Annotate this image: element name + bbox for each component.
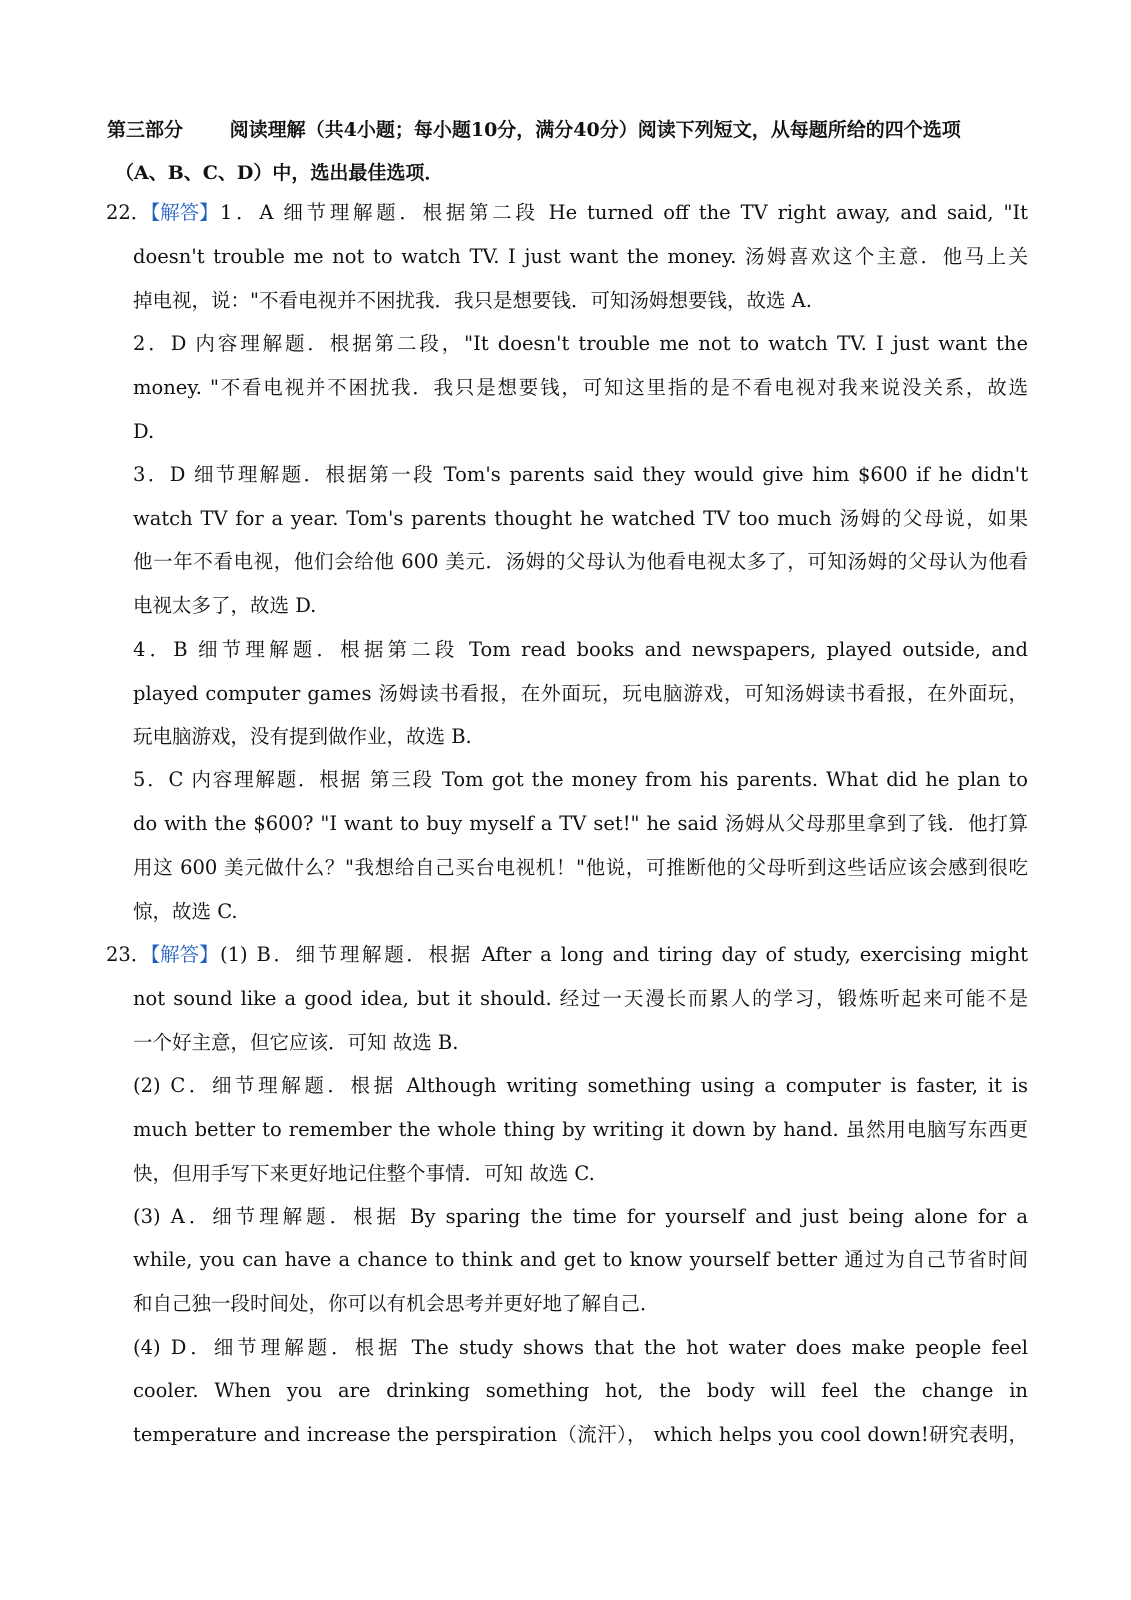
- answer-line: 3．D 细节理解题．根据第一段 Tom's parents said they would give him $600 if he didn't: [133, 463, 1028, 486]
- answer-line: 快，但用手写下来更好地记住整个事情．可知 故选 C.: [133, 1162, 595, 1185]
- section-title: 第三部分: [107, 119, 184, 141]
- answer-line: 用这 600 美元做什么？"我想给自己买台电视机！"他说，可推断他的父母听到这些话应该会感到很吃: [133, 856, 1028, 879]
- answer-line: 玩电脑游戏，没有提到做作业，故选 B.: [133, 725, 472, 748]
- answer-line: (4) D．细节理解题．根据 The study shows that the hot water does make people feel: [133, 1336, 1028, 1359]
- answer-line: doesn't trouble me not to watch TV. I just want the money. 汤姆喜欢这个主意．他马上关: [133, 245, 1028, 268]
- answer-line: played computer games 汤姆读书看报，在外面玩，玩电脑游戏，可知汤姆读书看报，在外面玩，: [133, 682, 1028, 705]
- question-number: 23．: [106, 943, 151, 966]
- answer-tag: 【解答】: [150, 201, 219, 224]
- answer-line: 2．D 内容理解题．根据第二段，"It doesn't trouble me not to watch TV. I just want the: [133, 332, 1028, 355]
- answer-tag: 【解答】: [150, 943, 219, 966]
- answer-line: 5．C 内容理解题．根据 第三段 Tom got the money from his parents. What did he plan to: [133, 768, 1028, 791]
- answer-line: 一个好主意，但它应该．可知 故选 B.: [133, 1031, 459, 1054]
- answer-line: cooler. When you are drinking something hot, the body will feel the change in: [133, 1379, 1028, 1402]
- answer-line: 他一年不看电视，他们会给他 600 美元．汤姆的父母认为他看电视太多了，可知汤姆的父母认为他看: [133, 550, 1028, 573]
- answer-line: D.: [133, 420, 155, 443]
- section-description: 阅读理解（共4小题；每小题10分，满分40分）阅读下列短文，从每题所给的四个选项: [229, 119, 961, 141]
- answer-line: temperature and increase the perspiration（流汗）， which helps you cool down!研究表明，: [133, 1423, 1028, 1446]
- answer-line: watch TV for a year. Tom's parents thought he watched TV too much 汤姆的父母说，如果: [133, 507, 1028, 530]
- answer-line: 1．A 细节理解题．根据第二段 He turned off the TV right away, and said, "It: [220, 201, 1028, 224]
- answer-line: (1) B．细节理解题．根据 After a long and tiring day of study, exercising might: [220, 943, 1028, 966]
- answer-line: 惊，故选 C.: [133, 900, 238, 923]
- answer-line: do with the $600? "I want to buy myself a TV set!" he said 汤姆从父母那里拿到了钱．他打算: [133, 812, 1028, 835]
- answer-line: while, you can have a chance to think and get to know yourself better 通过为自己节省时间: [133, 1248, 1028, 1271]
- section-header: [107, 115, 1007, 142]
- answer-line: 和自己独一段时间处，你可以有机会思考并更好地了解自己．: [133, 1292, 660, 1315]
- answer-line: (3) A．细节理解题．根据 By sparing the time for yourself and just being alone for a: [133, 1205, 1028, 1228]
- answer-line: 掉电视，说："不看电视并不困扰我．我只是想要钱．可知汤姆想要钱，故选 A.: [133, 289, 812, 312]
- answer-line: money. "不看电视并不困扰我．我只是想要钱，可知这里指的是不看电视对我来说没关系，故选: [133, 376, 1028, 399]
- answer-line: (2) C．细节理解题．根据 Although writing something using a computer is faster, it is: [133, 1074, 1028, 1097]
- section-description-line2: （A、B、C、D）中，选出最佳选项．: [115, 162, 444, 184]
- answer-line: much better to remember the whole thing by writing it down by hand. 虽然用电脑写东西更: [133, 1118, 1028, 1141]
- question-number: 22．: [106, 201, 151, 224]
- answer-line: 电视太多了，故选 D.: [133, 594, 317, 617]
- answer-line: 4．B 细节理解题．根据第二段 Tom read books and newspapers, played outside, and: [133, 638, 1028, 661]
- answer-line: not sound like a good idea, but it should. 经过一天漫长而累人的学习，锻炼听起来可能不是: [133, 987, 1028, 1010]
